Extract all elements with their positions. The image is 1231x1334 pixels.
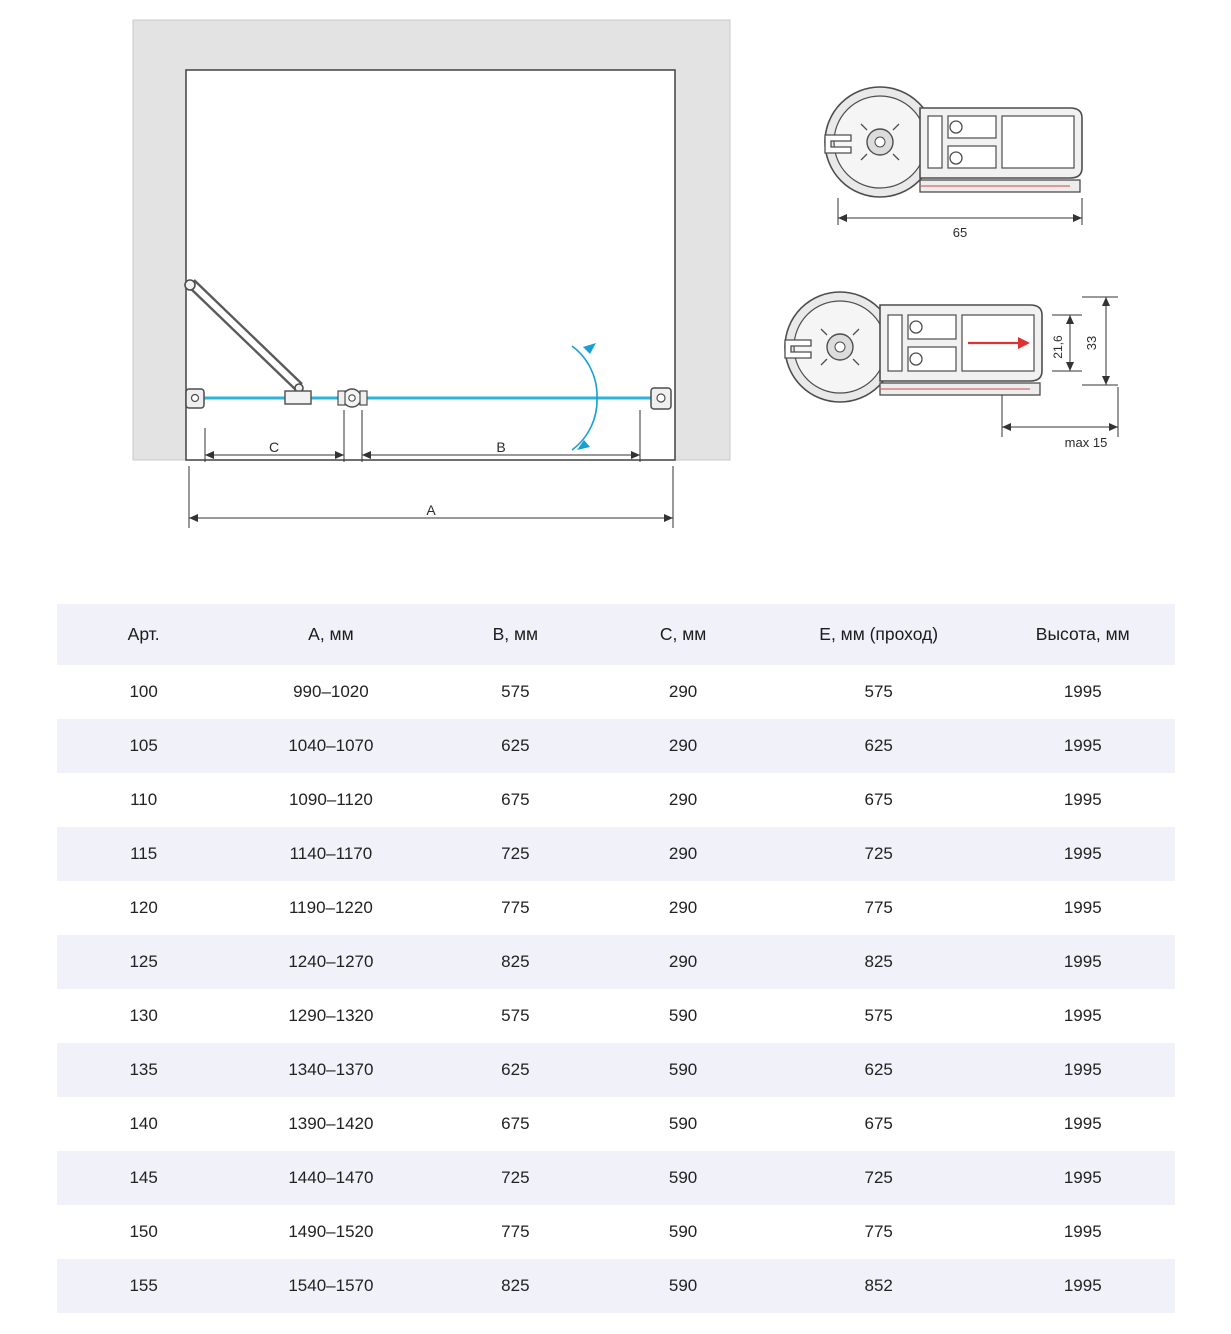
table-cell-height: 1995 xyxy=(1063,682,1102,701)
table-cell-c: 590 xyxy=(668,1276,698,1295)
table-cell-height: 1995 xyxy=(1063,844,1102,863)
column-header-e: E, мм (проход) xyxy=(767,604,991,665)
table-row xyxy=(57,989,1175,1043)
table-cell-height: 1995 xyxy=(1063,1222,1102,1241)
table-row xyxy=(57,881,1175,935)
column-header-a: A, мм xyxy=(230,604,431,665)
dimension-max-15-label: max 15 xyxy=(1064,435,1108,450)
column-header-c: C, мм xyxy=(599,604,767,665)
table-cell-c: 290 xyxy=(668,898,698,917)
hinge-assembly xyxy=(338,389,367,407)
table-cell-height: 1995 xyxy=(1063,1006,1102,1025)
table-cell-b: 825 xyxy=(501,952,530,971)
front-elevation-view xyxy=(0,0,760,580)
table-cell-b: 625 xyxy=(501,1060,530,1079)
table-header xyxy=(57,604,1175,665)
table-cell-art: 145 xyxy=(129,1168,158,1187)
table-row xyxy=(57,1097,1175,1151)
dimension-65 xyxy=(838,198,1082,225)
table-cell-a: 1290–1320 xyxy=(288,1006,374,1025)
table-header-row xyxy=(57,604,1175,665)
table-cell-b: 675 xyxy=(501,790,530,809)
table-cell-art: 105 xyxy=(129,736,158,755)
extrusion-body-top xyxy=(920,108,1082,192)
table-cell-art: 140 xyxy=(129,1114,158,1133)
column-header-art: Арт. xyxy=(57,604,230,665)
table-cell-art: 155 xyxy=(129,1276,158,1295)
dimension-a-label: A xyxy=(426,502,436,518)
table-cell-c: 290 xyxy=(668,736,698,755)
table-cell-height: 1995 xyxy=(1063,790,1102,809)
table-row xyxy=(57,827,1175,881)
profile-section-bottom xyxy=(730,275,1190,495)
table-cell-a: 1090–1120 xyxy=(288,790,373,809)
table-cell-a: 1390–1420 xyxy=(288,1114,374,1133)
table-cell-height: 1995 xyxy=(1063,1060,1102,1079)
dimension-65-label: 65 xyxy=(952,225,968,240)
technical-drawing xyxy=(0,0,1231,580)
table-cell-e: 775 xyxy=(864,1222,893,1241)
table-cell-b: 625 xyxy=(501,736,530,755)
table-cell-b: 775 xyxy=(501,898,530,917)
table-cell-b: 675 xyxy=(501,1114,530,1133)
table-cell-a: 1190–1220 xyxy=(288,898,373,917)
table-cell-b: 775 xyxy=(501,1222,530,1241)
table-cell-e: 575 xyxy=(864,1006,893,1025)
dimension-c-label: C xyxy=(268,439,280,455)
table-cell-b: 725 xyxy=(501,1168,530,1187)
table-cell-a: 1440–1470 xyxy=(288,1168,374,1187)
table-cell-art: 100 xyxy=(129,682,158,701)
opening-inner xyxy=(186,70,675,460)
table-cell-c: 290 xyxy=(668,682,698,701)
table-cell-c: 590 xyxy=(668,1114,698,1133)
round-wall-profile-top xyxy=(825,87,935,197)
table-cell-a: 1340–1370 xyxy=(288,1060,374,1079)
table-cell-e: 625 xyxy=(864,1060,893,1079)
table-cell-a: 1540–1570 xyxy=(288,1276,374,1295)
table-cell-e: 825 xyxy=(864,952,893,971)
column-header-height: Высота, мм xyxy=(990,604,1175,665)
table-cell-e: 725 xyxy=(864,1168,893,1187)
extrusion-body-bottom xyxy=(880,305,1042,395)
table-cell-art: 120 xyxy=(129,898,158,917)
table-cell-height: 1995 xyxy=(1063,1114,1102,1133)
table-cell-e: 852 xyxy=(864,1276,893,1295)
stabilizer-bracket xyxy=(285,391,311,404)
table-cell-b: 575 xyxy=(501,1006,530,1025)
table-cell-b: 725 xyxy=(501,844,530,863)
wall-profile-left-pivot xyxy=(192,395,199,402)
column-header-b: B, мм xyxy=(432,604,600,665)
specification-table xyxy=(57,604,1175,1313)
end-profile-right-pivot xyxy=(657,394,665,402)
stabilizer-wall-mount xyxy=(185,280,195,290)
table-cell-art: 130 xyxy=(129,1006,158,1025)
table-cell-height: 1995 xyxy=(1063,898,1102,917)
table-cell-a: 990–1020 xyxy=(293,682,369,701)
table-cell-art: 150 xyxy=(129,1222,158,1241)
table-row xyxy=(57,773,1175,827)
table-cell-a: 1140–1170 xyxy=(289,844,373,863)
dimension-b-label: B xyxy=(496,439,506,455)
table-cell-c: 290 xyxy=(668,952,698,971)
profile-section-top xyxy=(770,80,1210,260)
table-body xyxy=(57,665,1175,1313)
table-cell-a: 1040–1070 xyxy=(288,736,374,755)
table-cell-c: 290 xyxy=(668,790,698,809)
table-cell-a: 1490–1520 xyxy=(288,1222,374,1241)
dimension-a xyxy=(189,466,673,528)
table-cell-e: 625 xyxy=(864,736,893,755)
table-cell-art: 135 xyxy=(129,1060,158,1079)
table-cell-height: 1995 xyxy=(1063,736,1102,755)
table-cell-e: 775 xyxy=(864,898,893,917)
table-cell-height: 1995 xyxy=(1063,1168,1102,1187)
dimension-33-label: 33 xyxy=(1084,335,1099,351)
table-cell-a: 1240–1270 xyxy=(288,952,374,971)
table-cell-art: 125 xyxy=(129,952,158,971)
table-row xyxy=(57,935,1175,989)
table-cell-e: 675 xyxy=(864,790,893,809)
table-cell-c: 590 xyxy=(668,1006,698,1025)
table-cell-e: 675 xyxy=(864,1114,893,1133)
table-cell-b: 575 xyxy=(501,682,530,701)
table-cell-c: 590 xyxy=(668,1222,698,1241)
table-cell-c: 590 xyxy=(668,1168,698,1187)
table-row xyxy=(57,665,1175,719)
table-cell-height: 1995 xyxy=(1063,952,1102,971)
table-cell-height: 1995 xyxy=(1063,1276,1102,1295)
table-row xyxy=(57,1043,1175,1097)
table-cell-art: 115 xyxy=(130,844,158,863)
table-cell-art: 110 xyxy=(130,790,158,809)
round-wall-profile-bottom xyxy=(785,292,895,402)
table-cell-e: 725 xyxy=(864,844,893,863)
table-cell-b: 825 xyxy=(501,1276,530,1295)
specification-table-wrapper xyxy=(57,604,1175,1313)
table-cell-c: 590 xyxy=(668,1060,698,1079)
dimension-21-6-label: 21,6 xyxy=(1051,335,1065,359)
table-cell-c: 290 xyxy=(668,844,698,863)
table-row xyxy=(57,1151,1175,1205)
table-cell-e: 575 xyxy=(864,682,893,701)
table-row xyxy=(57,1259,1175,1313)
table-row xyxy=(57,719,1175,773)
table-row xyxy=(57,1205,1175,1259)
